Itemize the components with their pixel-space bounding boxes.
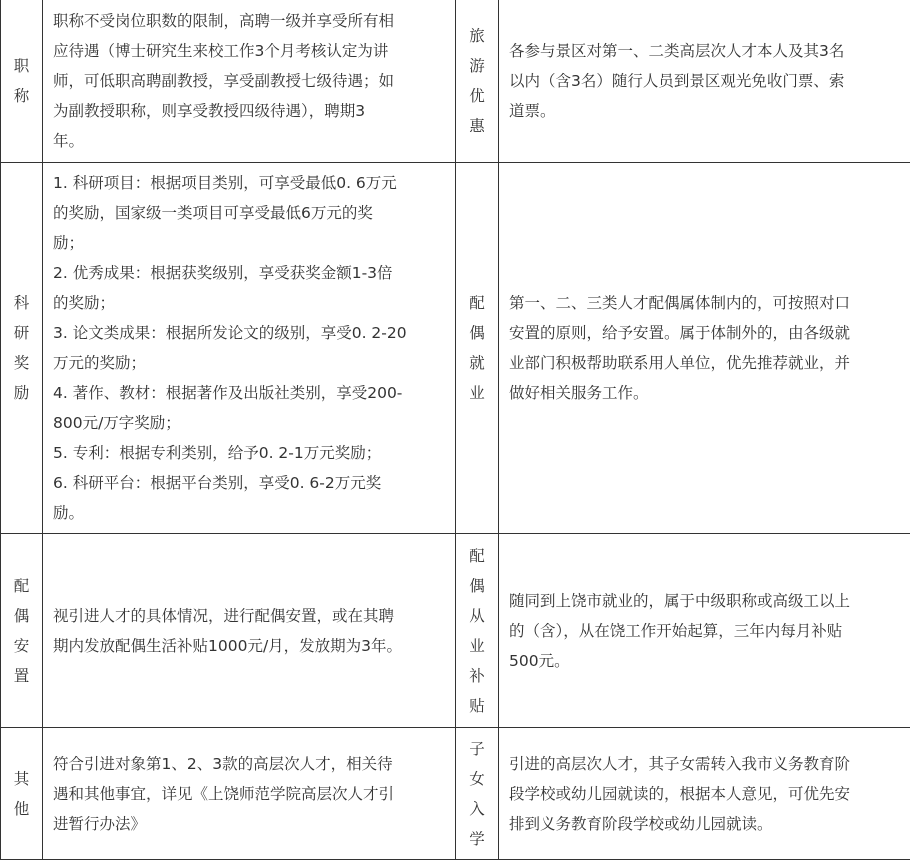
text-line: 为副教授职称，则享受教授四级待遇），聘期3 bbox=[53, 96, 445, 126]
text-line: 随同到上饶市就业的，属于中级职称或高级工以上 bbox=[509, 586, 900, 616]
benefit-content bbox=[499, 534, 910, 728]
text-line: 安置的原则，给予安置。属于体制外的，由各级就 bbox=[509, 318, 900, 348]
text-line: 1. 科研项目：根据项目类别，可享受最低0. 6万元 bbox=[53, 168, 445, 198]
text-line: 各参与景区对第一、二类高层次人才本人及其3名 bbox=[509, 36, 900, 66]
category-label bbox=[1, 534, 43, 728]
label-char: 偶 bbox=[456, 571, 498, 601]
category-content bbox=[43, 0, 456, 163]
label-char: 他 bbox=[1, 794, 42, 824]
text-line: 业部门积极帮助联系用人单位，优先推荐就业，并 bbox=[509, 348, 900, 378]
label-char: 安 bbox=[1, 631, 42, 661]
text-line: 励； bbox=[53, 228, 445, 258]
text-line: 万元的奖励； bbox=[53, 348, 445, 378]
text-line: 做好相关服务工作。 bbox=[509, 378, 900, 408]
text-line: 500元。 bbox=[509, 646, 900, 676]
text-line: 2. 优秀成果：根据获奖级别，享受获奖金额1-3倍 bbox=[53, 258, 445, 288]
text-line: 的奖励； bbox=[53, 288, 445, 318]
category-label bbox=[1, 163, 43, 534]
text-line: 符合引进对象第1、2、3款的高层次人才，相关待 bbox=[53, 749, 445, 779]
benefit-label bbox=[456, 534, 499, 728]
text-line: 的奖励，国家级一类项目可享受最低6万元的奖 bbox=[53, 198, 445, 228]
label-char: 业 bbox=[456, 631, 498, 661]
label-char: 优 bbox=[456, 81, 498, 111]
benefit-label bbox=[456, 163, 499, 534]
text-line: 应待遇（博士研究生来校工作3个月考核认定为讲 bbox=[53, 36, 445, 66]
label-char: 配 bbox=[456, 288, 498, 318]
text-line: 排到义务教育阶段学校或幼儿园就读。 bbox=[509, 809, 900, 839]
label-char: 其 bbox=[1, 764, 42, 794]
benefit-content bbox=[499, 0, 910, 163]
text-line: 段学校或幼儿园就读的，根据本人意见，可优先安 bbox=[509, 779, 900, 809]
label-char: 称 bbox=[1, 81, 42, 111]
label-char: 贴 bbox=[456, 691, 498, 721]
label-char: 配 bbox=[456, 541, 498, 571]
text-line: 年。 bbox=[53, 126, 445, 156]
benefit-label bbox=[456, 728, 499, 860]
label-char: 置 bbox=[1, 661, 42, 691]
category-label bbox=[1, 728, 43, 860]
label-char: 奖 bbox=[1, 348, 42, 378]
label-char: 研 bbox=[1, 318, 42, 348]
text-line: 道票。 bbox=[509, 96, 900, 126]
label-char: 入 bbox=[456, 794, 498, 824]
label-char: 旅 bbox=[456, 21, 498, 51]
table-row bbox=[1, 0, 910, 163]
label-char: 从 bbox=[456, 601, 498, 631]
category-content bbox=[43, 163, 456, 534]
text-line: 800元/万字奖励； bbox=[53, 408, 445, 438]
text-line: 的（含），从在饶工作开始起算，三年内每月补贴 bbox=[509, 616, 900, 646]
text-line: 励。 bbox=[53, 498, 445, 528]
table-row bbox=[1, 728, 910, 860]
label-char: 偶 bbox=[1, 601, 42, 631]
label-char: 业 bbox=[456, 378, 498, 408]
benefit-content bbox=[499, 728, 910, 860]
label-char: 学 bbox=[456, 824, 498, 854]
label-char: 偶 bbox=[456, 318, 498, 348]
benefit-label bbox=[456, 0, 499, 163]
benefit-content bbox=[499, 163, 910, 534]
table-row bbox=[1, 534, 910, 728]
label-char: 游 bbox=[456, 51, 498, 81]
text-line: 进暂行办法》 bbox=[53, 809, 445, 839]
label-char: 就 bbox=[456, 348, 498, 378]
label-char: 子 bbox=[456, 734, 498, 764]
text-line: 以内（含3名）随行人员到景区观光免收门票、索 bbox=[509, 66, 900, 96]
text-line: 师，可低职高聘副教授，享受副教授七级待遇；如 bbox=[53, 66, 445, 96]
text-line: 视引进人才的具体情况，进行配偶安置，或在其聘 bbox=[53, 601, 445, 631]
label-char: 惠 bbox=[456, 111, 498, 141]
table-row bbox=[1, 163, 910, 534]
text-line: 期内发放配偶生活补贴1000元/月，发放期为3年。 bbox=[53, 631, 445, 661]
text-line: 4. 著作、教材：根据著作及出版社类别，享受200- bbox=[53, 378, 445, 408]
label-char: 配 bbox=[1, 571, 42, 601]
category-content bbox=[43, 728, 456, 860]
label-char: 科 bbox=[1, 288, 42, 318]
label-char: 职 bbox=[1, 51, 42, 81]
text-line: 引进的高层次人才，其子女需转入我市义务教育阶 bbox=[509, 749, 900, 779]
text-line: 遇和其他事宜，详见《上饶师范学院高层次人才引 bbox=[53, 779, 445, 809]
text-line: 第一、二、三类人才配偶属体制内的，可按照对口 bbox=[509, 288, 900, 318]
text-line: 职称不受岗位职数的限制，高聘一级并享受所有相 bbox=[53, 6, 445, 36]
text-line: 3. 论文类成果：根据所发论文的级别，享受0. 2-20 bbox=[53, 318, 445, 348]
label-char: 励 bbox=[1, 378, 42, 408]
label-char: 补 bbox=[456, 661, 498, 691]
text-line: 5. 专利：根据专利类别，给予0. 2-1万元奖励； bbox=[53, 438, 445, 468]
category-label bbox=[1, 0, 43, 163]
category-content bbox=[43, 534, 456, 728]
text-line: 6. 科研平台：根据平台类别，享受0. 6-2万元奖 bbox=[53, 468, 445, 498]
label-char: 女 bbox=[456, 764, 498, 794]
